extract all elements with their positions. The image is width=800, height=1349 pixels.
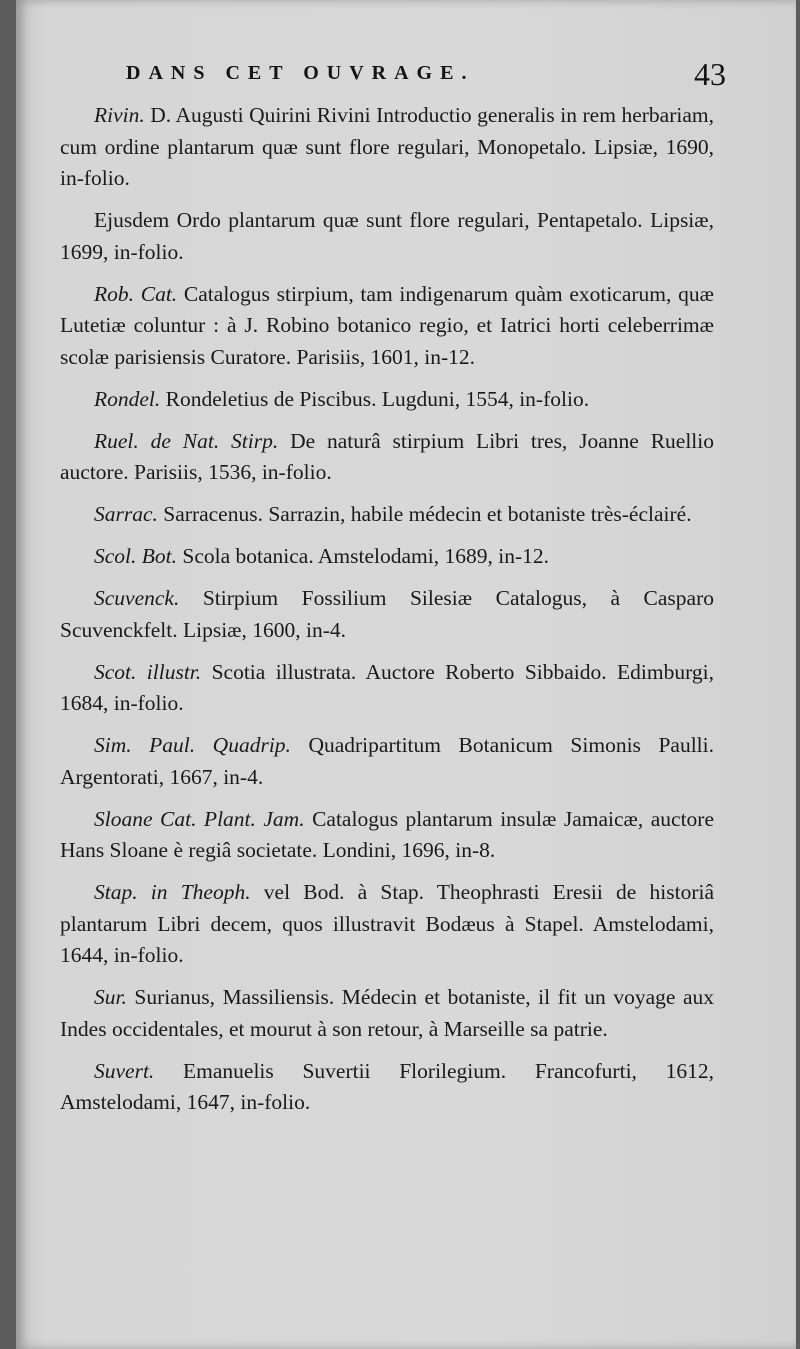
entry-text: Stirpium Fossilium Silesiæ Catalogus, à Casparo Scuvenckfelt. Lipsiæ, 1600, in-4.: [60, 586, 714, 642]
entry-abbreviation: Sarrac.: [94, 502, 158, 526]
entry-text: De naturâ stirpium Libri tres, Joanne Ruellio auctore. Parisiis, 1536, in-folio.: [60, 428, 715, 484]
bibliography-list: [60, 100, 714, 1129]
entry-abbreviation: Suvert.: [94, 1058, 155, 1083]
bibliography-entry: [60, 384, 714, 416]
entry-text: Scotia illustrata. Auctore Roberto Sibbaido. Edimburgi, 1684, in-folio.: [60, 659, 714, 715]
page-header: [126, 56, 726, 96]
entry-text: Rondeletius de Piscibus. Lugduni, 1554, in-folio.: [160, 386, 590, 411]
bibliography-entry: [60, 100, 714, 195]
entry-text: Ejusdem Ordo plantarum quæ sunt flore regulari, Pentapetalo. Lipsiæ, 1699, in-folio.: [60, 208, 714, 264]
bibliography-entry: [60, 982, 714, 1045]
bibliography-entry: [60, 877, 714, 972]
entry-text: Sarracenus. Sarrazin, habile médecin et botaniste très-éclairé.: [157, 502, 692, 526]
page-number: 43: [694, 56, 726, 92]
entry-text: Catalogus plantarum insulæ Jamaicæ, auctore Hans Sloane è regiâ societate. Londini, 1696, in-8.: [60, 806, 714, 862]
entry-abbreviation: Sim. Paul. Quadrip.: [94, 733, 291, 757]
bibliography-entry: [60, 730, 714, 793]
bibliography-entry: [60, 499, 714, 531]
entry-abbreviation: Ruel. de Nat. Stirp.: [94, 428, 279, 453]
entry-abbreviation: Scol. Bot.: [94, 544, 177, 568]
entry-abbreviation: Scot. illustr.: [94, 659, 202, 684]
bibliography-entry: [60, 279, 714, 374]
entry-abbreviation: Sur.: [94, 985, 127, 1009]
entry-abbreviation: Rob. Cat.: [94, 281, 178, 306]
entry-text: D. Augusti Quirini Rivini Introductio generalis in rem herbariam, cum ordine plantarum quæ sunt flore regulari, Monopetalo. Lipsiæ, 1690, in-folio.: [60, 103, 714, 190]
entry-text: Scola botanica. Amstelodami, 1689, in-12.: [177, 544, 550, 568]
bibliography-entry: [60, 541, 714, 573]
entry-text: Catalogus stirpium, tam indigenarum quàm exoticarum, quæ Lutetiæ coluntur : à J. Robino botanico regio, et Iatrici horti celeberrimæ scolæ parisiensis Curatore. Parisiis, 1601, in-12.: [60, 281, 714, 369]
entry-text: Emanuelis Suvertii Florilegium. Francofurti, 1612, Amstelodami, 1647, in-folio.: [60, 1058, 714, 1114]
entry-abbreviation: Rivin.: [94, 103, 145, 127]
entry-text: Surianus, Massiliensis. Médecin et botaniste, il fit un voyage aux Indes occidentales, et mourut à son retour, à Marseille sa patrie.: [60, 985, 714, 1041]
entry-abbreviation: Stap. in Theoph.: [94, 880, 251, 904]
bibliography-entry: [60, 804, 714, 867]
bibliography-entry: [60, 657, 714, 720]
entry-abbreviation: Rondel.: [94, 386, 161, 411]
bibliography-entry: [60, 1056, 714, 1119]
entry-text: vel Bod. à Stap. Theophrasti Eresii de historiâ plantarum Libri decem, quos illustravit Bodæus à Stapel. Amstelodami, 1644, in-folio.: [60, 880, 715, 967]
book-page: [16, 0, 796, 1349]
bibliography-entry: [60, 426, 714, 489]
entry-abbreviation: Sloane Cat. Plant. Jam.: [94, 806, 305, 831]
bibliography-entry: [60, 583, 714, 646]
entry-abbreviation: Scuvenck.: [94, 586, 180, 610]
bibliography-entry: [60, 205, 714, 268]
entry-text: Quadripartitum Botanicum Simonis Paulli. Argentorati, 1667, in-4.: [60, 733, 714, 789]
running-head: DANS CET OUVRAGE.: [126, 62, 475, 84]
